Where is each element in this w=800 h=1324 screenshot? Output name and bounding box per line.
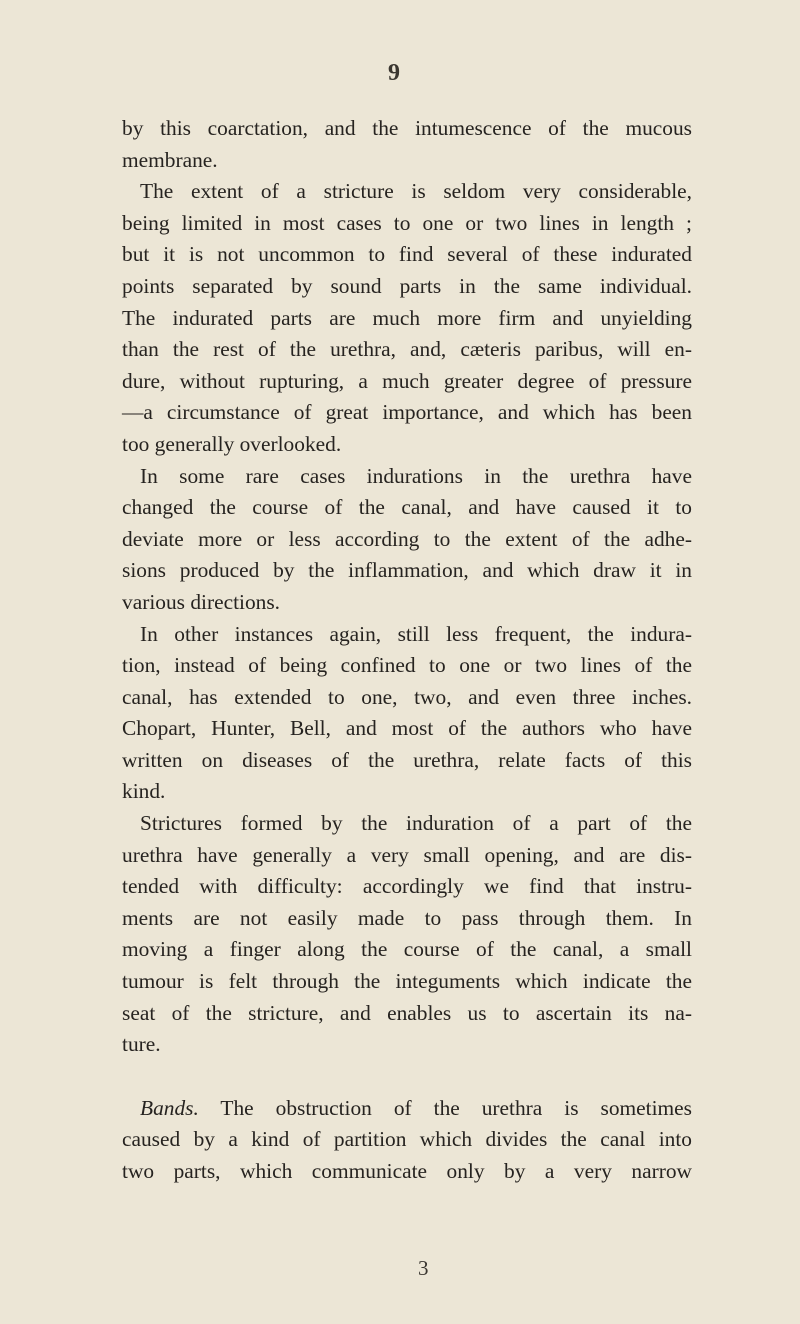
text-line: written on diseases of the urethra, relate facts of this	[122, 747, 692, 772]
text-line: than the rest of the urethra, and, cæteris paribus, will en-	[122, 337, 692, 362]
text-line: dure, without rupturing, a much greater degree of pressure	[122, 368, 692, 393]
text-line: caused by a kind of partition which divides the canal into	[122, 1127, 692, 1152]
text-line: various directions.	[122, 589, 281, 614]
text-line-rest: The obstruction of the urethra is sometimes	[198, 1095, 692, 1120]
text-line: In some rare cases indurations in the urethra have	[140, 463, 692, 488]
text-line: urethra have generally a very small opening, and are dis-	[122, 842, 692, 867]
text-line: The extent of a stricture is seldom very considerable,	[140, 179, 692, 204]
paragraph-gap	[122, 1061, 692, 1093]
text-line: tion, instead of being confined to one or two lines of the	[122, 653, 692, 678]
text-line: being limited in most cases to one or two lines in length ;	[122, 210, 692, 235]
text-line: ments are not easily made to pass through them. In	[122, 905, 692, 930]
text-line: tumour is felt through the integuments which indicate the	[122, 969, 692, 994]
text-line: membrane.	[122, 147, 218, 172]
page-number: 9	[388, 60, 400, 86]
text-line: points separated by sound parts in the same individual.	[122, 273, 692, 298]
text-line: kind.	[122, 779, 166, 804]
text-line	[122, 1093, 692, 1125]
text-line: tended with difficulty: accordingly we find that instru-	[122, 874, 692, 899]
text-line: deviate more or less according to the extent of the adhe-	[122, 526, 692, 551]
text-line: The indurated parts are much more firm and unyielding	[122, 305, 692, 330]
signature-mark: 3	[418, 1256, 429, 1280]
text-line: ture.	[122, 1032, 161, 1057]
text-line: two parts, which communicate only by a very narrow	[122, 1159, 692, 1183]
text-line: by this coarctation, and the intumescence of the mucous	[122, 116, 692, 140]
text-line: canal, has extended to one, two, and even three inches.	[122, 684, 692, 709]
text-line: Strictures formed by the induration of a part of the	[140, 811, 692, 836]
section-heading-bands: Bands.	[140, 1095, 199, 1120]
text-line: Chopart, Hunter, Bell, and most of the authors who have	[122, 716, 692, 741]
text-line: seat of the stricture, and enables us to ascertain its na-	[122, 1000, 692, 1025]
text-line: changed the course of the canal, and have caused it to	[122, 495, 692, 520]
text-line: sions produced by the inflammation, and which draw it in	[122, 558, 692, 583]
text-line: In other instances again, still less frequent, the indura-	[140, 621, 692, 646]
text-line: moving a finger along the course of the canal, a small	[122, 937, 692, 962]
text-line: but it is not uncommon to find several of these indurated	[122, 242, 692, 267]
body-text	[122, 113, 692, 1188]
text-line: —a circumstance of great importance, and which has been	[122, 400, 692, 425]
text-line: too generally overlooked.	[122, 431, 342, 456]
